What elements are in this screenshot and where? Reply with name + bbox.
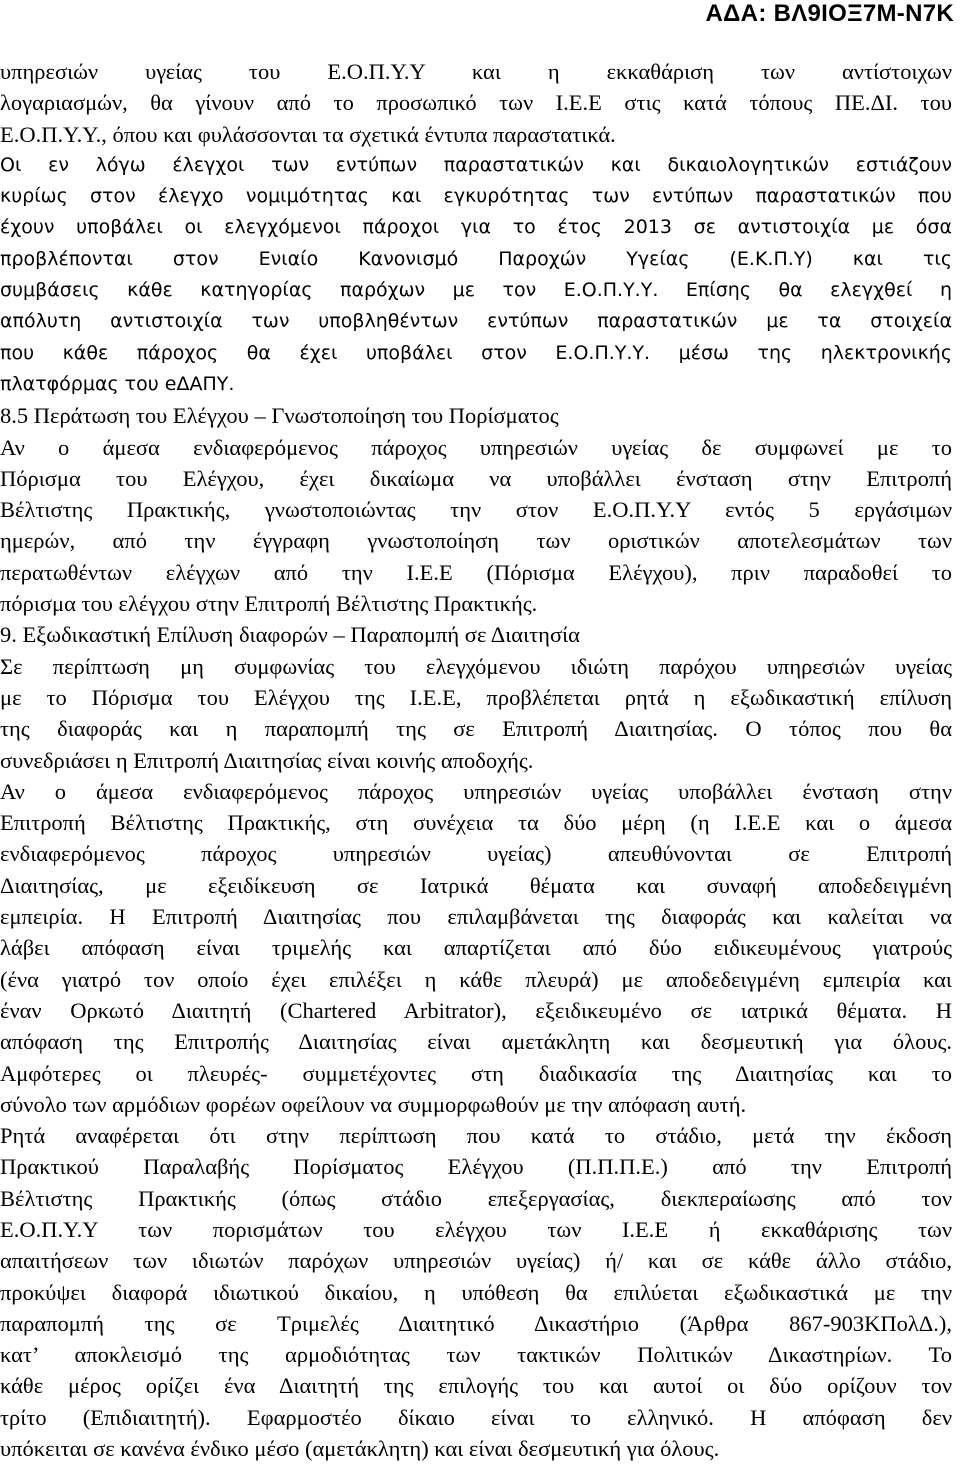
document-body [0, 56, 952, 1464]
text-line: Ρητά αναφέρεται ότι στην περίπτωση που κατά το στάδιο, μετά την έκδοση [0, 1123, 952, 1149]
text-line: απόφαση της Επιτροπής Διαιτησίας είναι αμετάκλητη και δεσμευτική για όλους. [0, 1029, 952, 1055]
text-line: απόλυτη αντιστοιχία των υποβληθέντων εντύπων παραστατικών με τα στοιχεία [0, 310, 952, 333]
text-line: Βέλτιστης Πρακτικής, γνωστοποιώντας την στον Ε.Ο.Π.Υ.Υ εντός 5 εργάσιμων [0, 497, 952, 523]
text-line: Επιτροπή Βέλτιστης Πρακτικής, στη συνέχεια τα δύο μέρη (η Ι.Ε.Ε και ο άμεσα [0, 810, 952, 836]
text-line: πόρισμα του ελέγχου στην Επιτροπή Βέλτιστης Πρακτικής. [0, 591, 538, 617]
text-line: της διαφοράς και η παραπομπή της σε Επιτροπή Διαιτησίας. Ο τόπος που θα [0, 716, 952, 742]
text-line: (ένα γιατρό τον οποίο έχει επιλέξει η κάθε πλευρά) με αποδεδειγμένη εμπειρία και [0, 966, 952, 992]
text-line: κυρίως στον έλεγχο νομιμότητας και εγκυρότητας των εντύπων παραστατικών που [0, 185, 952, 208]
text-line: Βέλτιστης Πρακτικής (όπως στάδιο επεξεργασίας, διεκπεραίωσης από τον [0, 1185, 952, 1211]
text-line: Σε περίπτωση μη συμφωνίας του ελεγχόμενου ιδιώτη παρόχου υπηρεσιών υγείας [0, 653, 952, 679]
text-line: έχουν υποβάλει οι ελεγχόμενοι πάροχοι για το έτος 2013 σε αντιστοιχία με όσα [0, 216, 952, 239]
text-line: προκύψει διαφορά ιδιωτικού δικαίου, η υπόθεση θα επιλύεται εξωδικαστικά με την [0, 1279, 952, 1305]
text-line: περατωθέντων ελέγχων από την Ι.Ε.Ε (Πόρισμα Ελέγχου), πριν παραδοθεί το [0, 559, 952, 585]
text-line: σύνολο των αρμόδιων φορέων οφείλουν να συμμορφωθούν με την απόφαση αυτή. [0, 1091, 747, 1117]
text-line: Διαιτησίας, με εξειδίκευση σε Ιατρικά θέματα και συναφή αποδεδειγμένη [0, 872, 952, 898]
text-line: παραπομπή της σε Τριμελές Διαιτητικό Δικαστήριο (Άρθρα 867-903ΚΠολΔ.), [0, 1310, 952, 1336]
text-line: ημερών, από την έγγραφη γνωστοποίηση των οριστικών αποτελεσμάτων των [0, 528, 952, 554]
section-heading-9: 9. Εξωδικαστική Επίλυση διαφορών – Παραπομπή σε Διαιτησία [0, 622, 580, 648]
text-line: Αν ο άμεσα ενδιαφερόμενος πάροχος υπηρεσιών υγείας υποβάλλει ένσταση στην [0, 778, 952, 804]
ada-code-header: ΑΔΑ: ΒΛ9ΙΟΞ7Μ-Ν7Κ [705, 0, 954, 27]
text-line: εμπειρία. Η Επιτροπή Διαιτησίας που επιλαμβάνεται της διαφοράς και καλείται να [0, 904, 952, 930]
text-line: τρίτο (Επιδιαιτητή). Εφαρμοστέο δίκαιο είναι το ελληνικό. Η απόφαση δεν [0, 1404, 952, 1430]
text-line: συμβάσεις κάθε κατηγορίας παρόχων με τον Ε.Ο.Π.Υ.Υ. Επίσης θα ελεγχθεί η [0, 279, 952, 302]
text-line: πλατφόρμας του eΔΑΠΥ. [0, 372, 235, 395]
text-line: υπόκειται σε κανένα ένδικο μέσο (αμετάκλητη) και είναι δεσμευτική για όλους. [0, 1436, 720, 1462]
text-line: Αν ο άμεσα ενδιαφερόμενος πάροχος υπηρεσιών υγείας δε συμφωνεί με το [0, 434, 952, 460]
text-line: κατ’ αποκλεισμό της αρμοδιότητας των τακτικών Πολιτικών Δικαστηρίων. Το [0, 1342, 952, 1368]
section-heading-8-5: 8.5 Περάτωση του Ελέγχου – Γνωστοποίηση του Πορίσματος [0, 403, 559, 429]
text-line: Πόρισμα του Ελέγχου, έχει δικαίωμα να υποβάλλει ένσταση στην Επιτροπή [0, 465, 952, 491]
text-line: ενδιαφερόμενος πάροχος υπηρεσιών υγείας) απευθύνονται σε Επιτροπή [0, 841, 952, 867]
text-line: υπηρεσιών υγείας του Ε.Ο.Π.Υ.Υ και η εκκαθάριση των αντίστοιχων [0, 59, 952, 84]
text-line: που κάθε πάροχος θα έχει υποβάλει στον Ε.Ο.Π.Υ.Υ. μέσω της ηλεκτρονικής [0, 341, 952, 364]
text-line: Αμφότερες οι πλευρές- συμμετέχοντες στη διαδικασία της Διαιτησίας και το [0, 1060, 952, 1086]
text-line: Ε.Ο.Π.Υ.Υ των πορισμάτων του ελέγχου των Ι.Ε.Ε ή εκκαθάρισης των [0, 1216, 952, 1242]
text-line: Οι εν λόγω έλεγχοι των εντύπων παραστατικών και δικαιολογητικών εστιάζουν [0, 153, 952, 176]
text-line: Πρακτικού Παραλαβής Πορίσματος Ελέγχου (Π.Π.Π.Ε.) από την Επιτροπή [0, 1154, 952, 1180]
text-line: συνεδριάσει η Επιτροπή Διαιτησίας είναι κοινής αποδοχής. [0, 747, 534, 773]
text-line: λογαριασμών, θα γίνουν από το προσωπικό των Ι.Ε.Ε στις κατά τόπους ΠΕ.ΔΙ. του [0, 90, 952, 116]
text-line: έναν Ορκωτό Διαιτητή (Chartered Arbitrator), εξειδικευμένο σε ιατρικά θέματα. Η [0, 997, 952, 1023]
text-line: λάβει απόφαση είναι τριμελής και απαρτίζεται από δύο ειδικευμένους γιατρούς [0, 935, 952, 961]
text-line: προβλέπονται στον Ενιαίο Κανονισμό Παροχών Υγείας (Ε.Κ.Π.Υ) και τις [0, 247, 952, 270]
text-line: Ε.Ο.Π.Υ.Υ., όπου και φυλάσσονται τα σχετικά έντυπα παραστατικά. [0, 121, 616, 147]
text-line: με το Πόρισμα του Ελέγχου της Ι.Ε.Ε, προβλέπεται ρητά η εξωδικαστική επίλυση [0, 684, 952, 710]
text-line: απαιτήσεων των ιδιωτών παρόχων υπηρεσιών υγείας) ή/ και σε κάθε άλλο στάδιο, [0, 1248, 952, 1274]
text-line: κάθε μέρος ορίζει ένα Διαιτητή της επιλογής του και αυτοί οι δύο ορίζουν τον [0, 1373, 952, 1399]
